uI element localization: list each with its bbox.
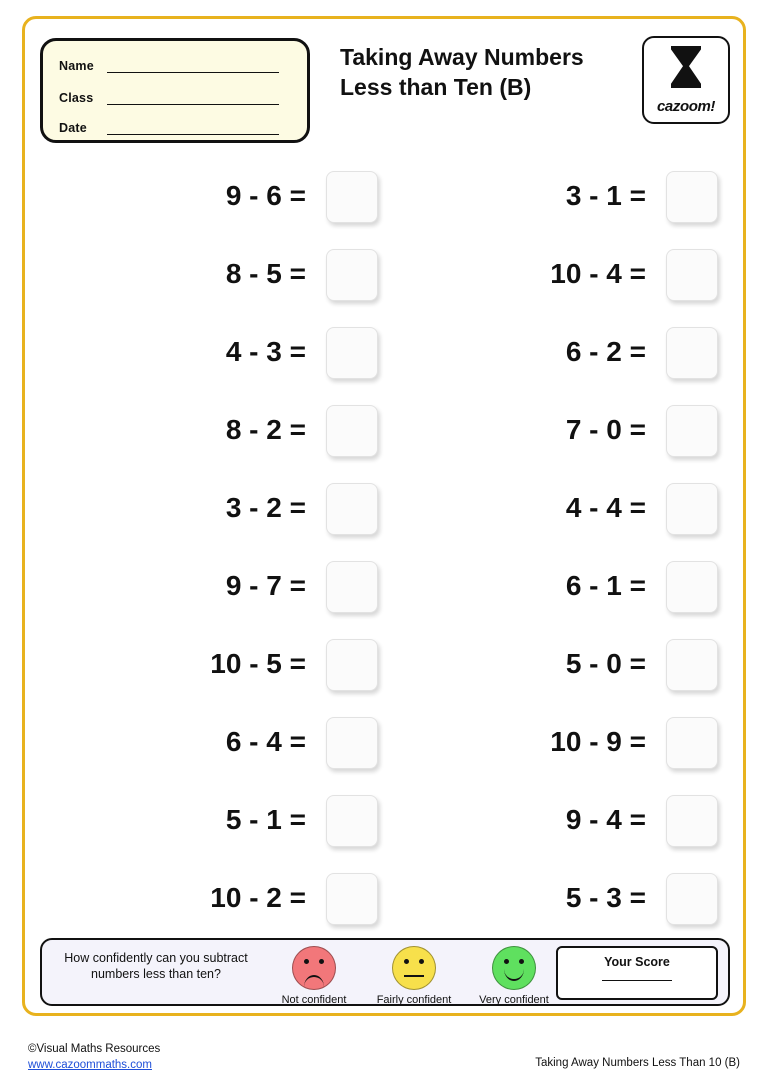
question-text: 6 - 1 = xyxy=(565,570,646,601)
question-row xyxy=(78,870,398,948)
confidence-option-label: Very confident xyxy=(479,994,549,1006)
questions-column-left xyxy=(78,168,398,926)
question-text: 8 - 5 = xyxy=(225,258,306,289)
question-row xyxy=(418,324,738,402)
answer-box[interactable] xyxy=(326,327,378,379)
question-row xyxy=(78,168,398,246)
answer-box[interactable] xyxy=(326,249,378,301)
date-field-row[interactable] xyxy=(59,121,279,141)
date-label: Date xyxy=(59,121,87,135)
date-input-rule[interactable] xyxy=(107,122,279,135)
question-text: 5 - 0 = xyxy=(565,648,646,679)
page-title: Taking Away Numbers Less than Ten (B) xyxy=(340,44,584,100)
question-row xyxy=(78,402,398,480)
confidence-option-very-confident[interactable] xyxy=(466,946,562,1006)
name-input-rule[interactable] xyxy=(107,60,279,73)
answer-box[interactable] xyxy=(666,249,718,301)
score-label: Your Score xyxy=(604,955,670,969)
question-text: 3 - 1 = xyxy=(565,180,646,211)
answer-box[interactable] xyxy=(326,795,378,847)
question-text: 6 - 2 = xyxy=(565,336,646,367)
answer-box[interactable] xyxy=(666,795,718,847)
question-text: 7 - 0 = xyxy=(565,414,646,445)
sheet-reference: Taking Away Numbers Less Than 10 (B) xyxy=(535,1057,740,1069)
answer-box[interactable] xyxy=(326,483,378,535)
answer-box[interactable] xyxy=(666,561,718,613)
student-details-box xyxy=(40,38,310,143)
question-row xyxy=(418,636,738,714)
cazoom-logo xyxy=(642,36,730,124)
question-row xyxy=(418,792,738,870)
answer-box[interactable] xyxy=(326,873,378,925)
confidence-panel xyxy=(40,938,730,1006)
class-label: Class xyxy=(59,91,94,105)
neutral-face-icon xyxy=(392,946,436,990)
score-input-rule[interactable] xyxy=(602,979,672,981)
confidence-question: How confidently can you subtract numbers less than ten? xyxy=(64,951,248,981)
score-box[interactable] xyxy=(556,946,718,1000)
answer-box[interactable] xyxy=(666,639,718,691)
question-text: 8 - 2 = xyxy=(225,414,306,445)
question-text: 4 - 4 = xyxy=(565,492,646,523)
website-link[interactable]: www.cazoommaths.com xyxy=(28,1059,152,1071)
worksheet-header xyxy=(40,34,730,144)
question-row xyxy=(78,480,398,558)
confidence-option-fairly-confident[interactable] xyxy=(366,946,462,1006)
question-text: 5 - 3 = xyxy=(565,882,646,913)
confidence-option-label: Fairly confident xyxy=(376,994,452,1006)
question-text: 4 - 3 = xyxy=(225,336,306,367)
questions-column-right xyxy=(418,168,738,926)
question-row xyxy=(78,636,398,714)
question-row xyxy=(418,402,738,480)
logo-text: cazoom! xyxy=(656,98,716,115)
question-row xyxy=(418,480,738,558)
question-row xyxy=(418,870,738,948)
question-text: 9 - 6 = xyxy=(225,180,306,211)
question-row xyxy=(78,246,398,324)
question-row xyxy=(78,558,398,636)
answer-box[interactable] xyxy=(666,171,718,223)
answer-box[interactable] xyxy=(666,327,718,379)
questions-area xyxy=(40,168,730,926)
question-text: 5 - 1 = xyxy=(225,804,306,835)
name-field-row[interactable] xyxy=(59,59,279,79)
question-text: 3 - 2 = xyxy=(225,492,306,523)
answer-box[interactable] xyxy=(326,639,378,691)
question-text: 10 - 9 = xyxy=(550,726,646,757)
question-row xyxy=(418,558,738,636)
question-row xyxy=(418,714,738,792)
footer-credits xyxy=(28,1041,160,1073)
question-text: 9 - 7 = xyxy=(225,570,306,601)
question-text: 10 - 5 = xyxy=(210,648,306,679)
question-text: 9 - 4 = xyxy=(565,804,646,835)
name-label: Name xyxy=(59,59,94,73)
answer-box[interactable] xyxy=(666,483,718,535)
question-row xyxy=(418,246,738,324)
answer-box[interactable] xyxy=(666,405,718,457)
question-row xyxy=(78,792,398,870)
question-row xyxy=(418,168,738,246)
sad-face-icon xyxy=(292,946,336,990)
answer-box[interactable] xyxy=(666,717,718,769)
confidence-option-not-confident[interactable] xyxy=(266,946,362,1006)
question-text: 10 - 2 = xyxy=(210,882,306,913)
answer-box[interactable] xyxy=(326,717,378,769)
hourglass-icon xyxy=(671,46,701,88)
question-row xyxy=(78,324,398,402)
answer-box[interactable] xyxy=(326,561,378,613)
question-row xyxy=(78,714,398,792)
answer-box[interactable] xyxy=(666,873,718,925)
question-text: 6 - 4 = xyxy=(225,726,306,757)
answer-box[interactable] xyxy=(326,171,378,223)
class-field-row[interactable] xyxy=(59,91,279,111)
happy-face-icon xyxy=(492,946,536,990)
answer-box[interactable] xyxy=(326,405,378,457)
class-input-rule[interactable] xyxy=(107,92,279,105)
confidence-option-label: Not confident xyxy=(281,994,347,1006)
copyright-text: ©Visual Maths Resources xyxy=(28,1043,161,1055)
question-text: 10 - 4 = xyxy=(550,258,646,289)
